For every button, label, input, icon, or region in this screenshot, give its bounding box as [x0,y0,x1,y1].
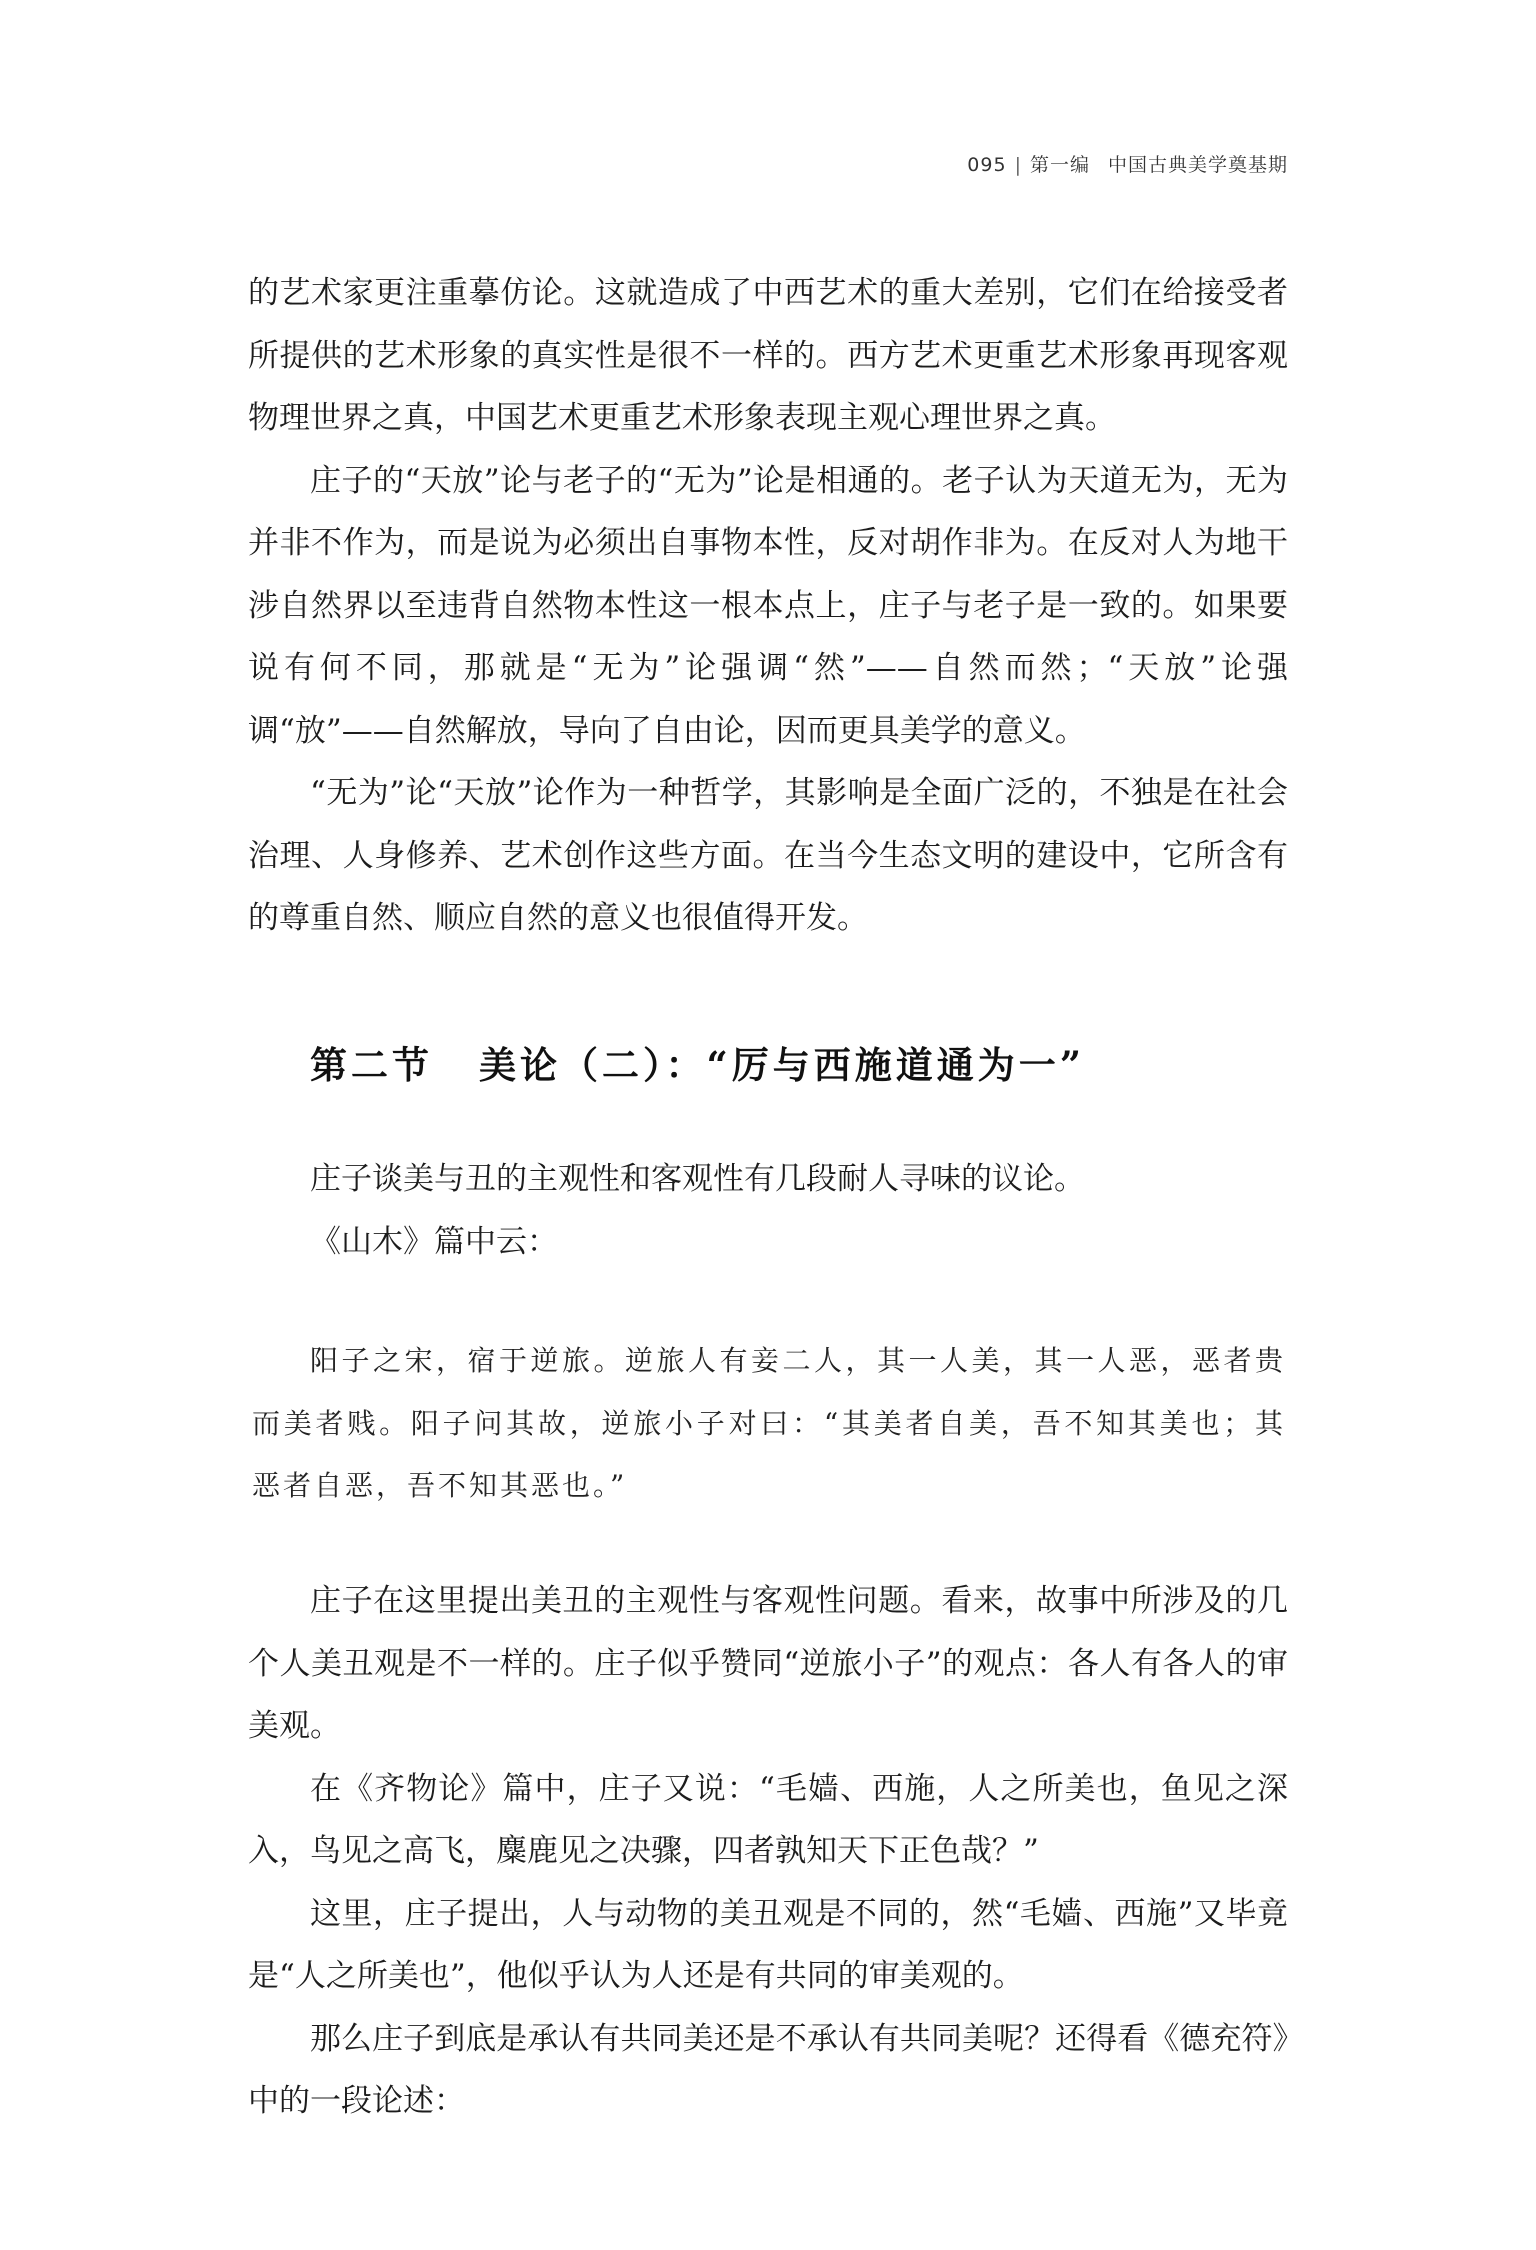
paragraph: 的艺术家更注重摹仿论。这就造成了中西艺术的重大差别，它们在给接受者所提供的艺术形象的真实性是很不一样的。西方艺术更重艺术形象再现客观物理世界之真，中国艺术更重艺术形象表现主观心理世界之真。 [248,275,1288,436]
paragraph: 在《齐物论》篇中，庄子又说：“毛嫱、西施，人之所美也，鱼见之深入，鸟见之高飞，麋鹿见之决骤，四者孰知天下正色哉？” [248,1770,1288,1869]
paragraph: 这里，庄子提出，人与动物的美丑观是不同的，然“毛嫱、西施”又毕竟是“人之所美也”，他似乎认为人还是有共同的审美观的。 [248,1895,1288,1994]
paragraph: 庄子在这里提出美丑的主观性与客观性问题。看来，故事中所涉及的几个人美丑观是不一样的。庄子似乎赞同“逆旅小子”的观点：各人有各人的审美观。 [248,1583,1288,1744]
section-title: 美论（二）：“厉与西施道通为一” [479,1043,1086,1087]
text-block-3 [248,1570,1288,2133]
section-heading [310,1035,1085,1089]
paragraph: 庄子的“天放”论与老子的“无为”论是相通的。老子认为天道无为，无为并非不作为，而是说为必须出自事物本性，反对胡作非为。在反对人为地干涉自然界以至违背自然物本性这一根本点上，庄子与老子是一致的。如果要说有何不同，那就是“无为”论强调“然”——自然而然；“天放”论强调“放”——自然解放，导向了自由论，因而更具美学的意义。 [248,462,1288,749]
header-part: 第一编 [1029,154,1090,176]
paragraph: 那么庄子到底是承认有共同美还是不承认有共同美呢？还得看《德充符》中的一段论述： [248,2020,1288,2119]
paragraph: 庄子谈美与丑的主观性和客观性有几段耐人寻味的议论。 [310,1161,1085,1197]
paragraph: 《山木》篇中云： [310,1223,558,1260]
header-title: 中国古典美学奠基期 [1107,154,1288,176]
text-block-1 [248,262,1288,950]
running-header [967,150,1288,177]
page-number: 095 [967,154,1007,176]
quote-text: 阳子之宋，宿于逆旅。逆旅人有妾二人，其一人美，其一人恶，恶者贵而美者贱。阳子问其故，逆旅小子对曰：“其美者自美，吾不知其美也；其恶者自恶，吾不知其恶也。” [252,1344,1286,1502]
section-number: 第二节 [310,1043,433,1087]
block-quote [252,1330,1286,1518]
header-divider: | [1014,154,1022,176]
paragraph: “无为”论“天放”论作为一种哲学，其影响是全面广泛的，不独是在社会治理、人身修养、艺术创作这些方面。在当今生态文明的建设中，它所含有的尊重自然、顺应自然的意义也很值得开发。 [248,775,1288,936]
text-block-2 [248,1148,1288,1273]
